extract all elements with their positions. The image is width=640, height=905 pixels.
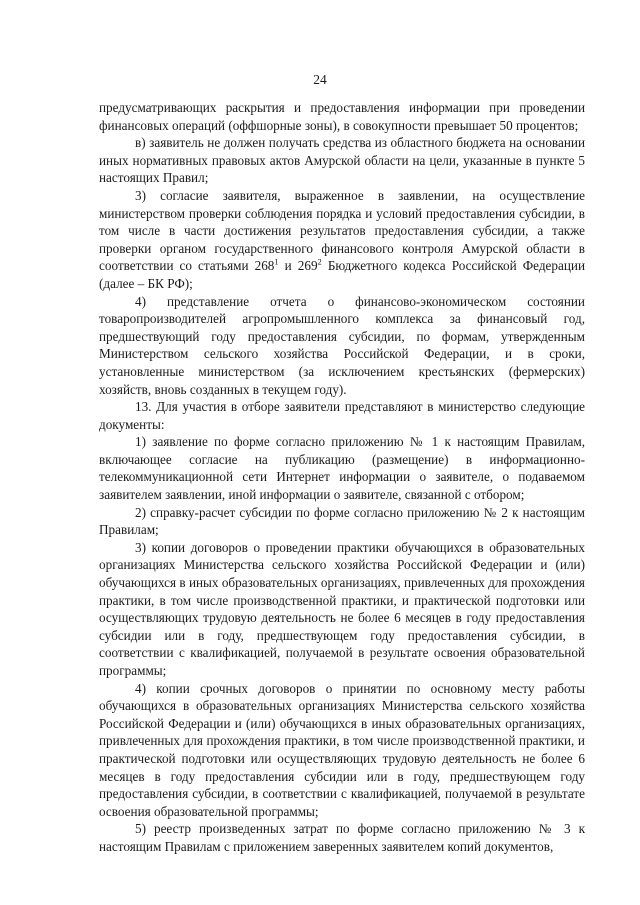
document-body <box>99 99 585 856</box>
article-269-superscript: 2 <box>317 256 322 267</box>
paragraph-doc-2-calculation: 2) справку-расчет субсидии по форме согласно приложению № 2 к настоящим Правилам; <box>99 504 585 538</box>
paragraph-item-3-text-before: 3) согласие заявителя, выраженное в заявлении, на осуществление министерством проверки соблюдения порядка и условий предоставления субсидии, в том числе в части достижения результатов предоставления субсидии, а также проверки органом государственного финансового контроля Амурской области в соответствии со статьями 268 <box>99 187 585 274</box>
paragraph-item-3-consent <box>99 187 585 293</box>
paragraph-section-13: 13. Для участия в отборе заявители представляют в министерство следующие документы: <box>99 399 585 432</box>
paragraph-doc-5-expense-register: 5) реестр произведенных затрат по форме согласно приложению № 3 к настоящим Правилам с приложением заверенных заявителем копий документов, <box>99 821 585 854</box>
paragraph-doc-1-application: 1) заявление по форме согласно приложению № 1 к настоящим Правилам, включающее согласие на публикацию (размещение) в информационно-телекоммуникационной сети Интернет информации о заявителе, о подаваемом заявителем заявлении, иной информации о заявителе, связанной с отбором; <box>99 434 585 503</box>
article-268-superscript: 1 <box>274 256 279 267</box>
paragraph-item-v: в) заявитель не должен получать средства из областного бюджета на основании иных нормативных правовых актов Амурской области на цели, указанные в пункте 5 настоящих Правил; <box>99 135 585 186</box>
paragraph-item-3-text-after: Бюджетного кодекса Российской Федерации (далее – БК РФ); <box>99 258 586 291</box>
paragraph-item-3-text-middle: и 269 <box>278 258 318 274</box>
paragraph-item-4-report: 4) представление отчета о финансово-экономическом состоянии товаропроизводителей агропромышленного комплекса за финансовый год, предшествующий году предоставления субсидии, по формам, утвержденным Министерством сельского хозяйства Российской Федерации, и в сроки, установленные министерством (за исключением крестьянских (фермерских) хозяйств, вновь созданных в текущем году). <box>99 293 585 397</box>
paragraph-doc-3-practice-contracts: 3) копии договоров о проведении практики обучающихся в образовательных организациях Министерства сельского хозяйства Российской Федерации и (или) обучающихся в иных образовательных организациях, привлеченных для прохождения практики, в том числе производственной практики, и практической подготовки или осуществляющих трудовую деятельность не более 6 месяцев в году предоставления субсидии или в году, предшествующем году предоставления субсидии, в соответствии с квалификацией, получаемой в результате освоения образовательной программы; <box>99 539 585 678</box>
paragraph-continuation: предусматривающих раскрытия и предоставления информации при проведении финансовых операций (оффшорные зоны), в совокупности превышает 50 процентов; <box>99 100 585 133</box>
page-number: 24 <box>313 72 327 87</box>
paragraph-doc-4-employment-contracts: 4) копии срочных договоров о принятии по основному месту работы обучающихся в образовательных организациях Министерства сельского хозяйства Российской Федерации и (или) обучающихся в иных образовательных организациях, привлеченных для прохождения практики, в том числе производственной практики, и практической подготовки или осуществляющих трудовую деятельность не более 6 месяцев в году предоставления субсидии или в году, предшествующем году предоставления субсидии, в соответствии с квалификацией, получаемой в результате освоения образовательной программы; <box>99 680 585 819</box>
